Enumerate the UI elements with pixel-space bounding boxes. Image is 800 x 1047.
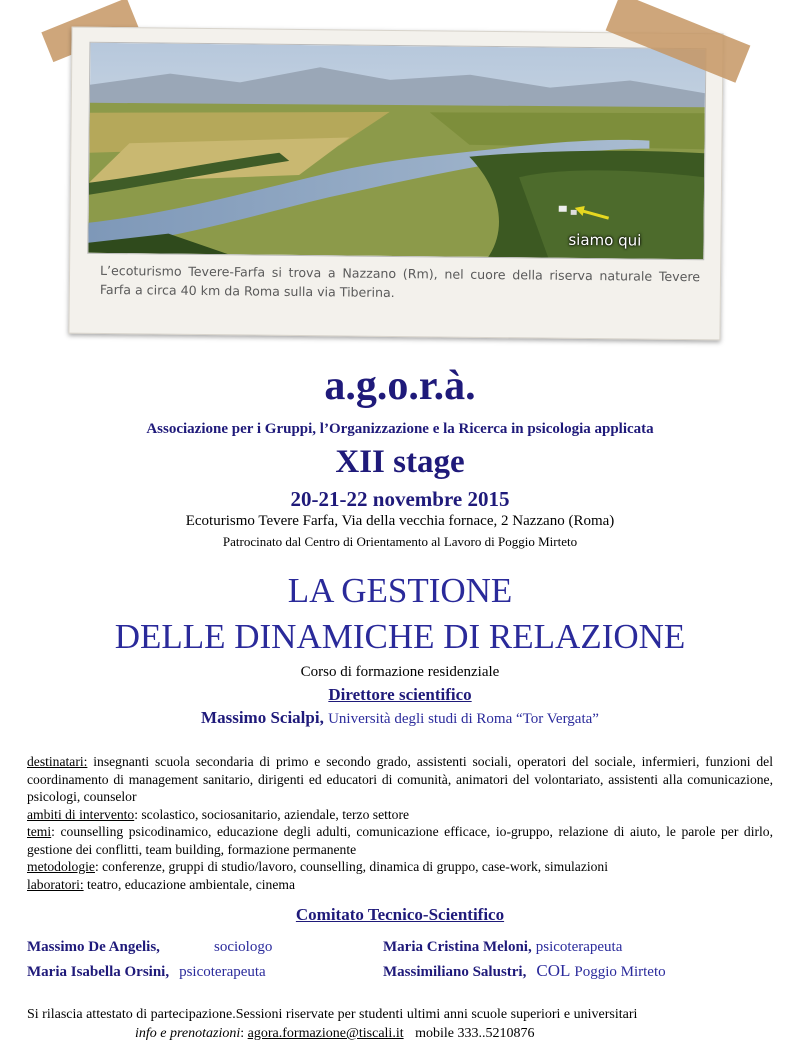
attestato-note: Si rilascia attestato di partecipazione.Sessioni riservate per studenti ultimi anni scuole superiori e universitari	[27, 1007, 638, 1022]
mobile-number: 333..5210876	[457, 1026, 535, 1041]
laboratori-label: laboratori:	[27, 876, 84, 892]
member-role: Poggio Mirteto	[574, 964, 666, 980]
photo-caption: L’ecoturismo Tevere-Farfa si trova a Nazzano (Rm), nel cuore della riserva naturale Tevere Farfa a circa 40 km da Roma sulla via Tiberina.	[99, 262, 701, 300]
landscape-photo	[87, 42, 706, 260]
event-dates: 20-21-22 novembre 2015	[290, 487, 510, 511]
committee-member	[27, 963, 266, 981]
metodologie-label: metodologie	[27, 859, 95, 874]
ambiti-text: : scolastico, sociosanitario, aziendale, terzo settore	[134, 806, 410, 822]
committee-member	[27, 938, 160, 956]
stage-title: XII stage	[335, 444, 465, 480]
siamo-qui-label: siamo qui	[568, 230, 642, 250]
destinatari-row	[27, 753, 773, 806]
ambiti-label: ambiti di intervento	[27, 806, 135, 822]
destinatari-label: destinatari:	[27, 754, 88, 769]
director-line	[0, 708, 800, 728]
member-name: Massimiliano Salustri,	[383, 964, 527, 980]
patronage: Patrocinato dal Centro di Orientamento al Lavoro di Poggio Mirteto	[222, 534, 578, 549]
colon-sep: :	[240, 1026, 248, 1041]
member-role: sociologo	[214, 939, 273, 955]
contact-line	[135, 1026, 535, 1042]
course-subtitle: Corso di formazione residenziale	[300, 664, 500, 680]
course-title-line1: LA GESTIONE	[287, 571, 513, 610]
laboratori-row	[27, 876, 773, 894]
org-name: a.g.o.r.à.	[324, 363, 476, 409]
photo-card	[68, 27, 723, 341]
director-label: Direttore scientifico	[328, 685, 472, 704]
event-venue: Ecoturismo Tevere Farfa, Via della vecchia fornace, 2 Nazzano (Roma)	[185, 513, 615, 529]
info-label: info e prenotazioni	[135, 1026, 241, 1041]
landscape-illustration	[88, 43, 705, 259]
ambiti-row	[27, 806, 773, 824]
org-full-name: Associazione per i Gruppi, l’Organizzazione e la Ricerca in psicologia applicata	[146, 421, 654, 437]
metodologie-text: : conferenze, gruppi di studio/lavoro, counselling, dinamica di gruppo, case-work, simulazioni	[94, 859, 609, 874]
director-name: Massimo Scialpi,	[201, 708, 324, 727]
member-name: Massimo De Angelis,	[27, 939, 160, 955]
member-role: psicoterapeuta	[179, 964, 266, 980]
member-name: Maria Isabella Orsini,	[27, 964, 170, 980]
director-affiliation: Università degli studi di Roma “Tor Vergata”	[328, 711, 599, 727]
course-title-line2: DELLE DINAMICHE DI RELAZIONE	[114, 617, 686, 656]
mobile-label: mobile	[415, 1026, 454, 1041]
laboratori-text: teatro, educazione ambientale, cinema	[83, 876, 295, 892]
member-role: psicoterapeuta	[535, 939, 623, 955]
destinatari-text: insegnanti scuola secondaria di primo e secondo grado, assistenti sociali, operatori del sociale, infermieri, funzioni del coordinamento di management sanitario, dirigenti ed educatori di comunità, animatori del volontariato, assistenti alla comunicazione, psicologi, counselor	[27, 754, 773, 804]
course-details	[27, 753, 773, 893]
committee-member-role	[214, 938, 272, 956]
member-role-abbr: COL	[536, 961, 571, 980]
metodologie-row	[27, 858, 773, 876]
committee-member	[383, 961, 666, 981]
committee-member	[383, 938, 622, 956]
committee-label: Comitato Tecnico-Scientifico	[295, 905, 505, 924]
temi-label: temi	[27, 824, 52, 839]
temi-row	[27, 823, 773, 858]
temi-text: : counselling psicodinamico, educazione degli adulti, comunicazione efficace, io-gruppo, relazione di aiuto, le parole per dirlo, gestione dei conflitti, team building, formazione permanente	[27, 824, 773, 857]
member-name: Maria Cristina Meloni,	[383, 939, 532, 955]
email-link[interactable]: agora.formazione@tiscali.it	[247, 1026, 404, 1041]
